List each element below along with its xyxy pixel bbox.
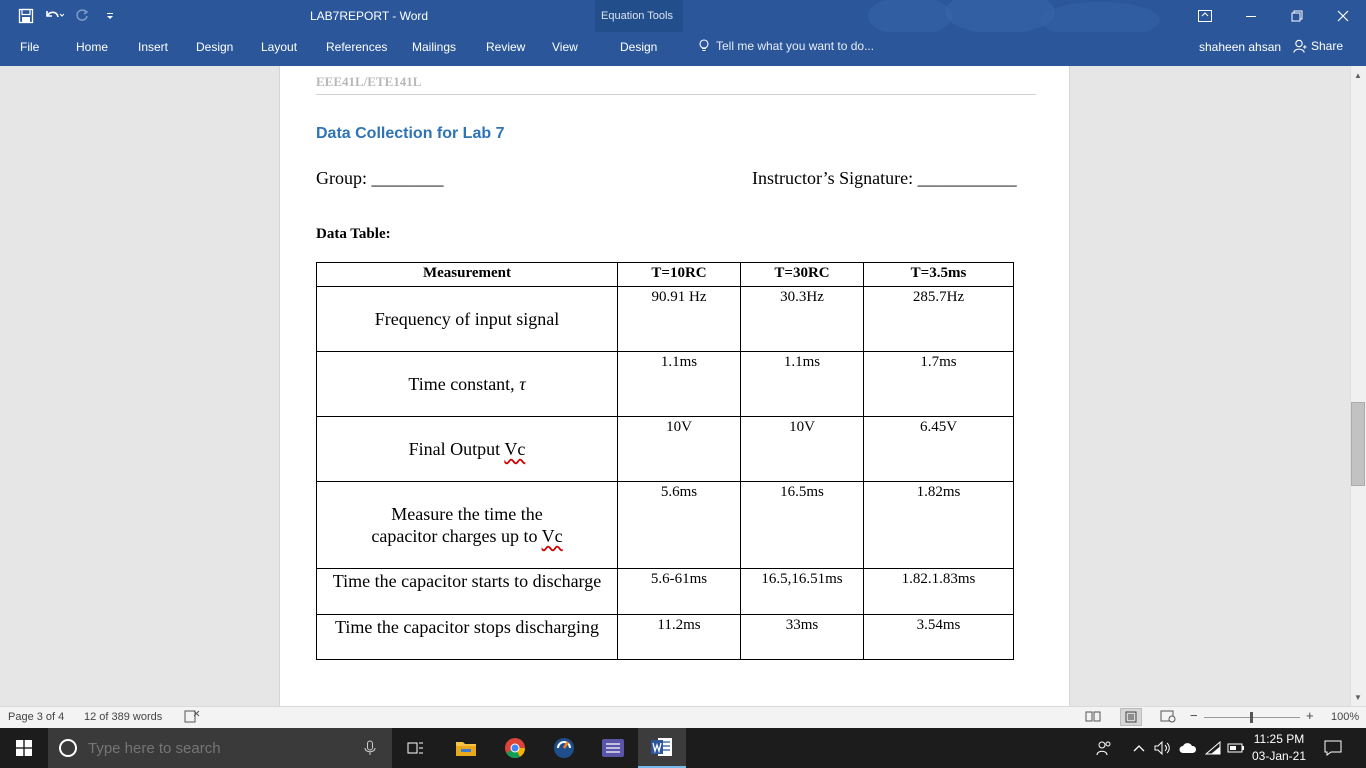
- table-row: [317, 569, 1014, 615]
- file-explorer-icon[interactable]: [442, 728, 490, 768]
- tau-symbol: τ: [519, 374, 526, 394]
- zoom-slider[interactable]: [1190, 708, 1320, 725]
- table-cell: 1.7ms: [864, 352, 1014, 417]
- people-icon[interactable]: [1093, 728, 1115, 768]
- header-measurement: Measurement: [317, 263, 618, 287]
- table-cell: 1.1ms: [741, 352, 864, 417]
- save-icon[interactable]: [14, 4, 38, 28]
- tab-insert[interactable]: Insert: [138, 40, 169, 54]
- wifi-icon[interactable]: [1203, 728, 1223, 768]
- zoom-level[interactable]: 100%: [1331, 711, 1360, 723]
- word-count[interactable]: 12 of 389 words: [84, 711, 163, 723]
- taskbar-clock[interactable]: [1240, 731, 1318, 765]
- tab-mailings[interactable]: Mailings: [412, 40, 457, 54]
- notifications-icon[interactable]: [1322, 728, 1344, 768]
- table-cell: 10V: [741, 417, 864, 482]
- clock-date: 03-Jan-21: [1251, 749, 1307, 763]
- table-cell: 5.6ms: [618, 482, 741, 569]
- volume-icon[interactable]: [1153, 728, 1173, 768]
- equation-tools-label: Equation Tools: [601, 10, 673, 22]
- vertical-scrollbar[interactable]: [1350, 66, 1366, 706]
- table-cell: 16.5,16.51ms: [741, 569, 864, 615]
- tab-layout[interactable]: Layout: [261, 40, 298, 54]
- cortana-icon: [58, 738, 78, 758]
- row-label: [317, 417, 618, 482]
- row-label: [317, 482, 618, 569]
- table-cell: 33ms: [741, 615, 864, 660]
- table-row: [317, 417, 1014, 482]
- header-divider: [316, 94, 1036, 95]
- table-cell: 11.2ms: [618, 615, 741, 660]
- show-hidden-icons-icon[interactable]: [1131, 728, 1147, 768]
- table-cell: 285.7Hz: [864, 287, 1014, 352]
- calculator-app-icon[interactable]: [589, 728, 637, 768]
- tab-design[interactable]: Design: [196, 40, 234, 54]
- tab-references[interactable]: References: [326, 40, 388, 54]
- person-icon: [1293, 39, 1307, 53]
- table-cell: 1.82ms: [864, 482, 1014, 569]
- table-row: [317, 287, 1014, 352]
- scroll-up-icon[interactable]: ▲: [1354, 70, 1362, 80]
- data-table: [316, 262, 1014, 660]
- document-page[interactable]: [279, 66, 1070, 706]
- scrollbar-thumb[interactable]: [1351, 402, 1365, 486]
- table-cell: 1.1ms: [618, 352, 741, 417]
- table-header-row: [317, 263, 1014, 287]
- windows-start-icon[interactable]: [0, 728, 48, 768]
- row-label: Time the capacitor starts to discharge: [317, 569, 618, 615]
- redo-icon[interactable]: [70, 4, 94, 28]
- row-label-text: Measure the time the capacitor charges up to: [371, 504, 543, 546]
- web-layout-icon[interactable]: [1160, 710, 1176, 726]
- page-header: EEE41L/ETE141L: [316, 74, 422, 89]
- document-title: LAB7REPORT - Word: [310, 9, 429, 23]
- customize-qat-icon[interactable]: [98, 4, 122, 28]
- row-label-text: Final Output: [408, 439, 505, 459]
- scroll-down-icon[interactable]: ▼: [1354, 692, 1362, 702]
- read-mode-icon[interactable]: [1085, 710, 1101, 726]
- row-label: Time the capacitor stops discharging: [317, 615, 618, 660]
- header-t-10rc: T=10RC: [618, 263, 741, 287]
- clock-time: 11:25 PM: [1253, 732, 1305, 746]
- task-view-icon[interactable]: [392, 728, 440, 768]
- close-icon[interactable]: [1320, 0, 1366, 32]
- table-row: [317, 352, 1014, 417]
- table-cell: 90.91 Hz: [618, 287, 741, 352]
- status-bar: [0, 706, 1366, 728]
- data-table-label: Data Table:: [316, 226, 391, 242]
- tab-home[interactable]: Home: [76, 40, 109, 54]
- tab-view[interactable]: View: [552, 40, 578, 54]
- table-cell: 5.6-61ms: [618, 569, 741, 615]
- zoom-thumb[interactable]: [1250, 712, 1253, 723]
- vc-symbol: Vc: [504, 439, 526, 459]
- vc-symbol: Vc: [541, 526, 563, 546]
- onedrive-icon[interactable]: [1178, 728, 1198, 768]
- taskbar: [0, 728, 1366, 768]
- table-cell: 16.5ms: [741, 482, 864, 569]
- user-name[interactable]: shaheen ahsan: [1199, 40, 1282, 54]
- signature-field: Instructor’s Signature: ___________: [752, 168, 1017, 188]
- media-app-icon[interactable]: [540, 728, 588, 768]
- table-row: [317, 482, 1014, 569]
- microphone-icon[interactable]: [364, 740, 376, 756]
- header-t-30rc: T=30RC: [741, 263, 864, 287]
- row-label: [317, 352, 618, 417]
- quick-access-toolbar: [14, 4, 122, 28]
- tell-me-text: Tell me what you want to do...: [716, 39, 875, 53]
- search-input[interactable]: [88, 740, 348, 757]
- ribbon-display-options-icon[interactable]: [1182, 0, 1228, 32]
- group-field: Group: ________: [316, 168, 444, 188]
- table-cell: 6.45V: [864, 417, 1014, 482]
- proofing-icon[interactable]: [184, 710, 200, 726]
- taskbar-search[interactable]: [48, 728, 392, 768]
- tab-review[interactable]: Review: [486, 40, 526, 54]
- table-cell: 3.54ms: [864, 615, 1014, 660]
- restore-icon[interactable]: [1274, 0, 1320, 32]
- title-bar: [0, 0, 1366, 32]
- row-label: Frequency of input signal: [317, 287, 618, 352]
- ribbon-decoration: [850, 0, 1180, 32]
- undo-icon[interactable]: [42, 4, 66, 28]
- table-row: [317, 615, 1014, 660]
- ribbon-tabs: [0, 32, 1366, 66]
- table-cell: 30.3Hz: [741, 287, 864, 352]
- word-taskbar-icon[interactable]: [638, 728, 686, 768]
- window-controls: [1182, 0, 1366, 32]
- page-count[interactable]: Page 3 of 4: [8, 711, 65, 723]
- lightbulb-icon: [698, 39, 710, 53]
- tab-equation-design[interactable]: Design: [620, 40, 658, 54]
- zoom-out-icon[interactable]: −: [1190, 708, 1198, 723]
- print-layout-icon[interactable]: [1120, 708, 1142, 726]
- tab-file[interactable]: File: [20, 40, 40, 54]
- chrome-icon[interactable]: [491, 728, 539, 768]
- zoom-in-icon[interactable]: +: [1306, 708, 1314, 723]
- header-t-3-5ms: T=3.5ms: [864, 263, 1014, 287]
- share-button[interactable]: [1293, 39, 1343, 53]
- table-cell: 1.82.1.83ms: [864, 569, 1014, 615]
- document-heading: Data Collection for Lab 7: [316, 125, 505, 142]
- minimize-icon[interactable]: [1228, 0, 1274, 32]
- tell-me-box[interactable]: [698, 39, 874, 53]
- share-label: Share: [1311, 39, 1344, 53]
- row-label-text: Time constant,: [408, 374, 520, 394]
- table-cell: 10V: [618, 417, 741, 482]
